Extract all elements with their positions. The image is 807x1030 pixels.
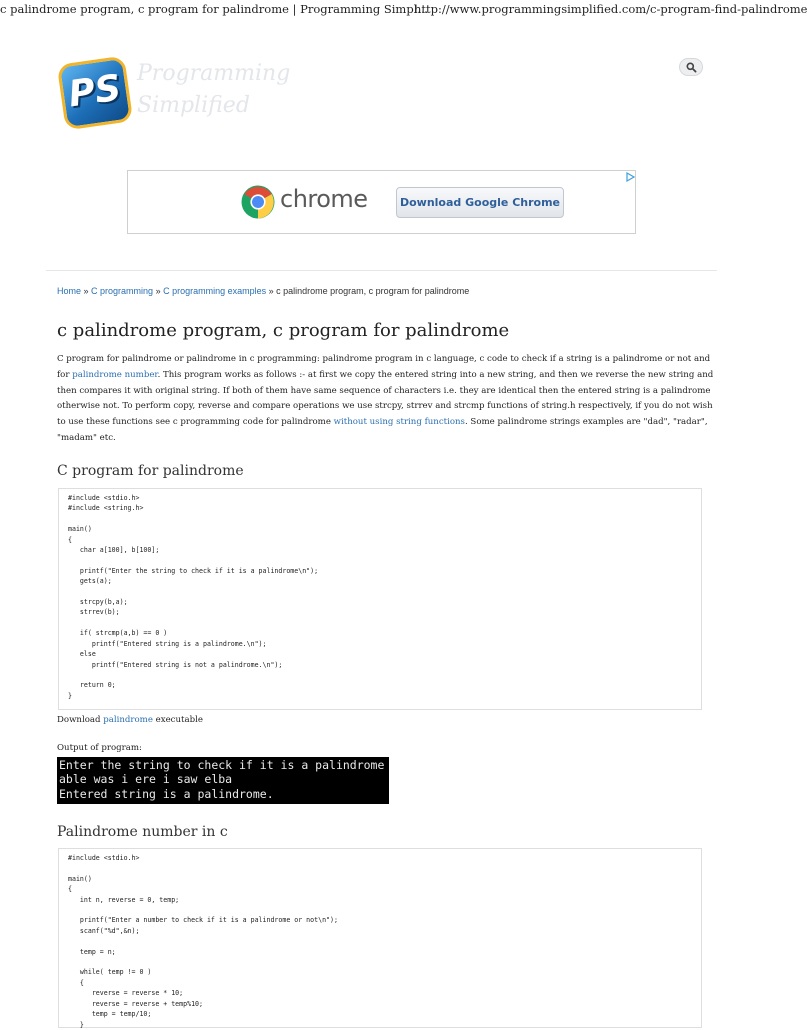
section-heading-palindrome-program: C program for palindrome	[57, 463, 244, 479]
divider	[46, 270, 717, 271]
breadcrumb-c-programming-examples[interactable]: C programming examples	[163, 286, 267, 296]
breadcrumb-current: c palindrome program, c program for palindrome	[276, 286, 470, 296]
breadcrumb-c-programming[interactable]: C programming	[91, 286, 154, 296]
download-palindrome-link[interactable]: palindrome	[103, 715, 153, 725]
without-string-functions-link[interactable]: without using string functions	[333, 417, 465, 428]
logo-badge-text: PS	[66, 67, 124, 116]
search-icon	[686, 62, 697, 73]
site-logo[interactable]	[55, 55, 291, 135]
program-output-screenshot	[57, 757, 389, 804]
terminal-text: Enter the string to check if it is a palindrome able was i ere i saw elba Entered string is a palindrome.	[59, 758, 385, 801]
breadcrumb-separator: »	[266, 286, 277, 296]
logo-text-line1: Programming	[137, 61, 291, 86]
ad-brand-text: chrome	[280, 185, 368, 213]
code-text: #include <stdio.h> #include <string.h> main() { char a[100], b[100]; printf("Enter the string to check if it is a palindrome\n"); gets(a); strcpy(b,a); strrev(b); if( strcmp(a,b) == 0 ) printf("Entered string is a palindrome.\n"); else printf("Entered string is not a palindrome.\n"); return 0; }	[68, 494, 319, 700]
browser-page-title: c palindrome program, c program for palindrome | Programming Simpl...	[0, 2, 429, 16]
intro-paragraph	[57, 352, 717, 447]
breadcrumb-separator: »	[81, 286, 92, 296]
ad-banner[interactable]	[127, 170, 636, 234]
browser-url[interactable]: http://www.programmingsimplified.com/c-program-find-palindrome	[414, 2, 807, 16]
intro-text: . Some palindrome strings examples are "dad", "radar", "madam" etc.	[57, 417, 708, 443]
logo-text-line2: Simplified	[137, 93, 250, 118]
download-chrome-button[interactable]: Download Google Chrome	[396, 187, 564, 218]
search-button[interactable]	[679, 58, 703, 76]
palindrome-number-link[interactable]: palindrome number	[72, 369, 158, 380]
chrome-logo-icon	[241, 185, 275, 219]
download-line	[57, 715, 203, 725]
intro-text: C program for palindrome or palindrome in c programming: palindrome program in c language, c code to check if a string is a palindrome or not and for	[57, 354, 711, 380]
logo-badge	[57, 56, 134, 131]
breadcrumb-separator: »	[153, 286, 164, 296]
code-text: #include <stdio.h> main() { int n, reverse = 0, temp; printf("Enter a number to check if it is a palindrome or not\n"); scanf("%d",&n); temp = n; while( temp != 0 ) { reverse = reverse * 10; reverse = reverse + temp%10; temp = temp/10; }	[68, 854, 338, 1029]
breadcrumb-home[interactable]: Home	[57, 286, 82, 296]
code-block-string-palindrome[interactable]	[58, 488, 702, 710]
page-title: c palindrome program, c program for palindrome	[57, 320, 510, 341]
section-heading-palindrome-number: Palindrome number in c	[57, 824, 228, 840]
code-block-number-palindrome[interactable]	[58, 848, 702, 1028]
download-prefix: Download	[57, 715, 104, 725]
output-label: Output of program:	[57, 743, 142, 753]
intro-text: . This program works as follows :- at first we copy the entered string into a new string, and then we reverse the new string and then compares it with original string. If both of them have same sequence of characters i.e. they are identical then the entered string is a palindrome otherwise not. To perform copy, reverse and compare operations we use strcpy, strrev and strcmp functions of string.h respectively, if you do not wish to use these functions see c programming code for palindrome	[57, 369, 714, 428]
breadcrumb	[57, 286, 469, 296]
download-suffix: executable	[152, 715, 203, 725]
adchoices-triangle-icon[interactable]	[625, 172, 635, 182]
